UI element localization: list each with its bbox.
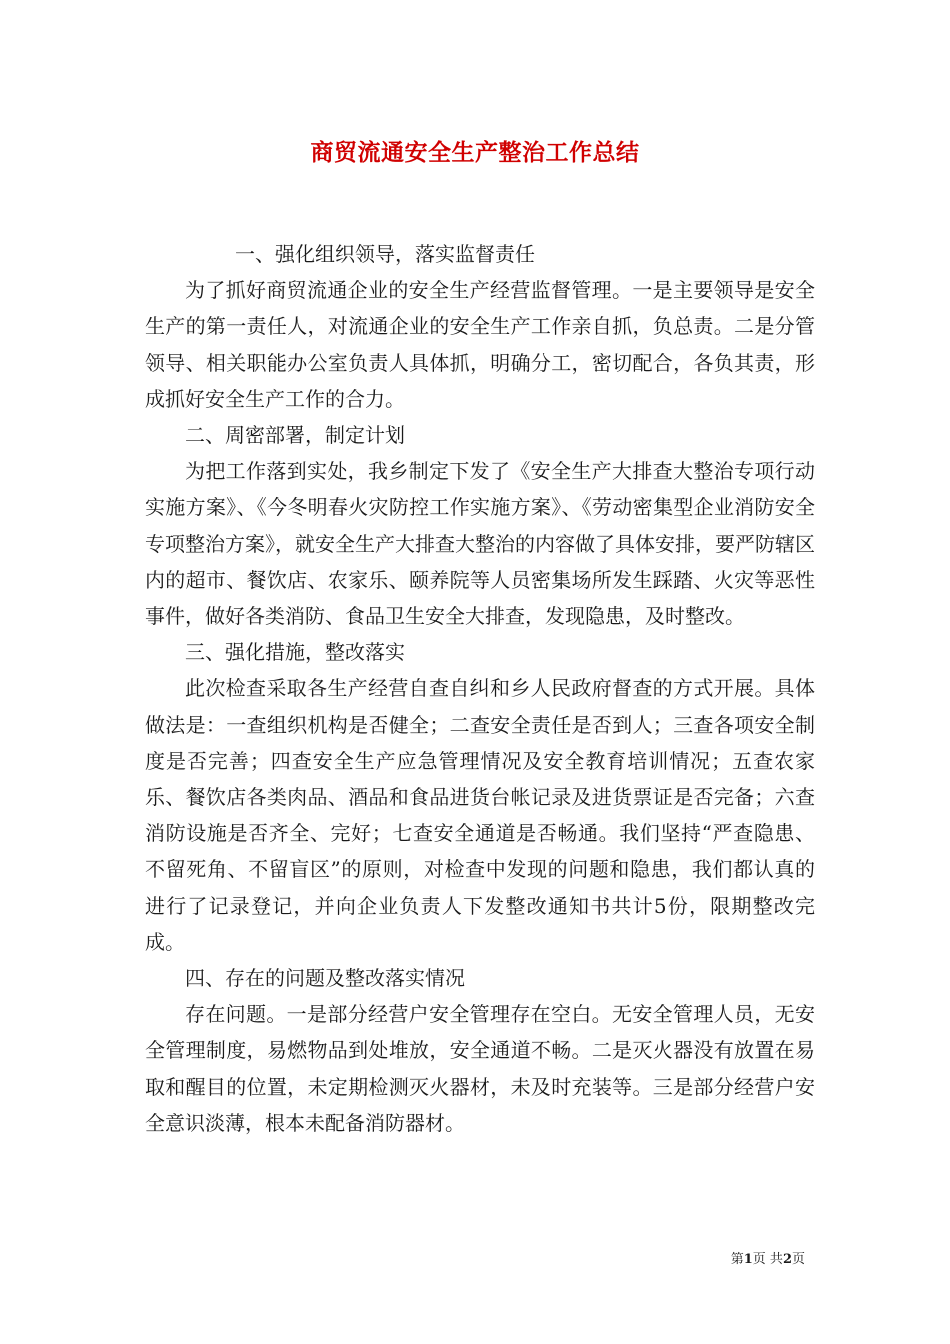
paragraph-4: 存在问题。一是部分经营户安全管理存在空白。无安全管理人员，无安全管理制度，易燃物品到处堆放，安全通道不畅。二是灭火器没有放置在易取和醒目的位置，未定期检测灭火器材，未及时充装等。三是部分经营户安全意识淡薄，根本未配备消防器材。 (145, 1002, 815, 1135)
paragraph-3: 此次检查采取各生产经营自查自纠和乡人民政府督查的方式开展。具体做法是：一查组织机构是否健全；二查安全责任是否到人；三查各项安全制度是否完善；四查安全生产应急管理情况及安全教育培训情况；五查农家乐、餐饮店各类肉品、酒品和食品进货台帐记录及进货票证是否完备；六查消防设施是否齐全、完好；七查安全通道是否畅通。我们坚持“严查隐患、不留死角、不留盲区”的原则，对检查中发现的问题和隐患，我们都认真的进行了记录登记，并向企业负责人下发整改通知书共计5份，限期整改完成。 (145, 676, 815, 954)
section-heading-4: 四、存在的问题及整改落实情况 (185, 966, 465, 991)
footer-prefix: 第 (730, 1252, 744, 1267)
paragraph-2: 为把工作落到实处，我乡制定下发了《安全生产大排查大整治专项行动实施方案》、《今冬明春火灾防控工作实施方案》、《劳动密集型企业消防安全专项整治方案》，就安全生产大排查大整治的内容做了具体安排，要严防辖区内的超市、餐饮店、农家乐、颐养院等人员密集场所发生踩踏、火灾等恶性事件，做好各类消防、食品卫生安全大排查，发现隐患，及时整改。 (145, 459, 815, 629)
page-number-footer (731, 1248, 805, 1267)
document-body (145, 236, 815, 1141)
total-page-number: 2 (782, 1252, 792, 1267)
footer-middle: 页 共 (752, 1252, 783, 1267)
footer-suffix: 页 (791, 1252, 805, 1267)
section-heading-2: 二、周密部署，制定计划 (185, 423, 405, 448)
section-heading-3: 三、强化措施，整改落实 (185, 640, 405, 665)
document-title: 商贸流通安全生产整治工作总结 (310, 139, 640, 166)
paragraph-1: 为了抓好商贸流通企业的安全生产经营监督管理。一是主要领导是安全生产的第一责任人，对流通企业的安全生产工作亲自抓，负总责。二是分管领导、相关职能办公室负责人具体抓，明确分工，密切配合，各负其责，形成抓好安全生产工作的合力。 (145, 278, 815, 411)
current-page-number: 1 (743, 1252, 753, 1267)
section-heading-1: 一、强化组织领导，落实监督责任 (235, 242, 535, 266)
